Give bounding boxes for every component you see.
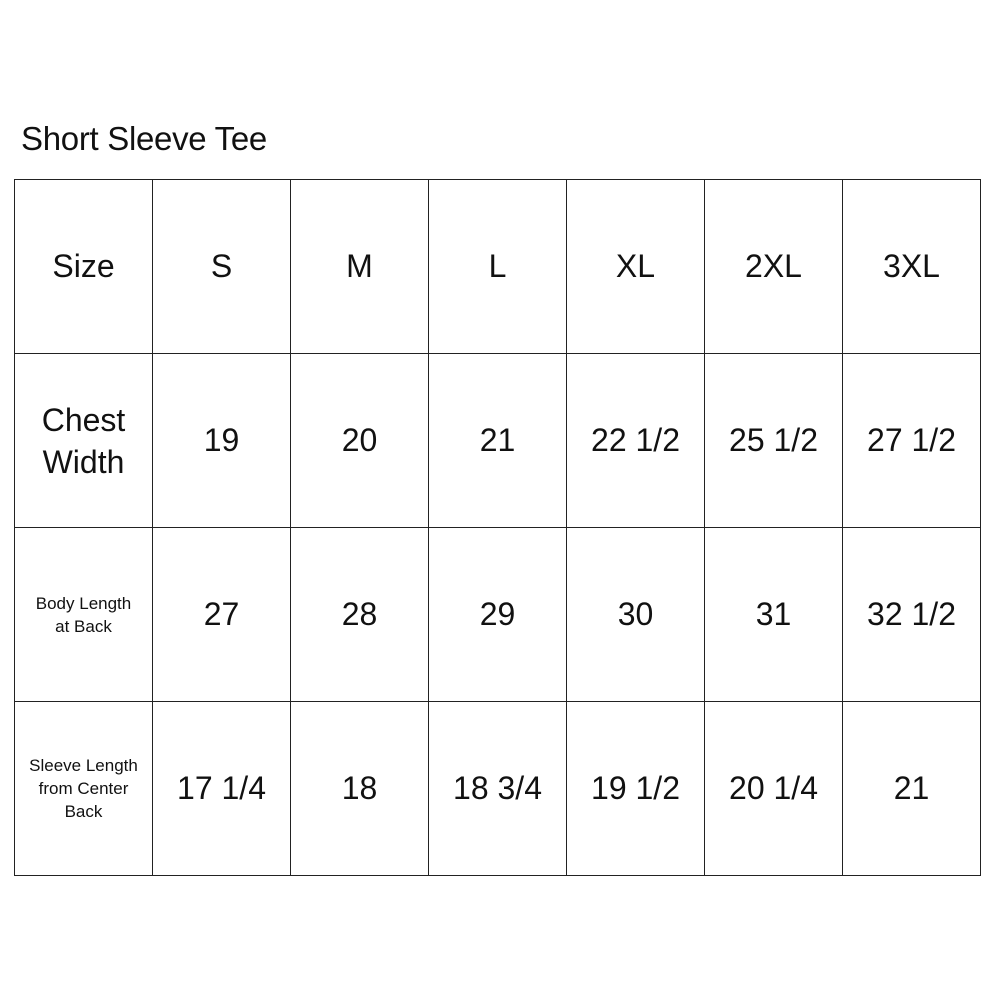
row-label-sleeve-length [15,702,153,876]
table-row-body-length [15,528,981,702]
row-label-text [42,399,126,483]
size-header-3xl: 3XL [843,180,981,354]
table-header-row [15,180,981,354]
row-label-line: Back [64,802,103,821]
table-cell: 19 [153,354,291,528]
table-cell: 30 [567,528,705,702]
size-header-label: Size [15,180,153,354]
size-header-m: M [291,180,429,354]
table-cell: 27 1/2 [843,354,981,528]
table-row-sleeve-length [15,702,981,876]
table-cell: 18 [291,702,429,876]
table-row-chest-width [15,354,981,528]
table-cell: 25 1/2 [705,354,843,528]
row-label-line: Chest [41,401,126,438]
table-cell: 21 [843,702,981,876]
table-cell: 22 1/2 [567,354,705,528]
size-header-2xl: 2XL [705,180,843,354]
table-cell: 20 1/4 [705,702,843,876]
row-label-chest-width [15,354,153,528]
table-cell: 31 [705,528,843,702]
table-cell: 18 3/4 [429,702,567,876]
table-cell: 32 1/2 [843,528,981,702]
row-label-body-length [15,528,153,702]
table-cell: 27 [153,528,291,702]
row-label-line: Body Length [35,593,132,613]
row-label-text [25,754,142,823]
size-chart-table [14,179,981,876]
table-cell: 17 1/4 [153,702,291,876]
table-cell: 21 [429,354,567,528]
chart-title: Short Sleeve Tee [21,120,267,157]
row-label-text [32,592,135,638]
table-cell: 28 [291,528,429,702]
table-cell: 19 1/2 [567,702,705,876]
table-cell: 20 [291,354,429,528]
size-header-l: L [429,180,567,354]
table-cell: 29 [429,528,567,702]
row-label-line: at Back [55,616,112,636]
row-label-line: from Center [38,779,129,798]
row-label-line: Sleeve Length [29,756,138,775]
size-header-xl: XL [567,180,705,354]
row-label-line: Width [42,443,125,480]
size-header-s: S [153,180,291,354]
